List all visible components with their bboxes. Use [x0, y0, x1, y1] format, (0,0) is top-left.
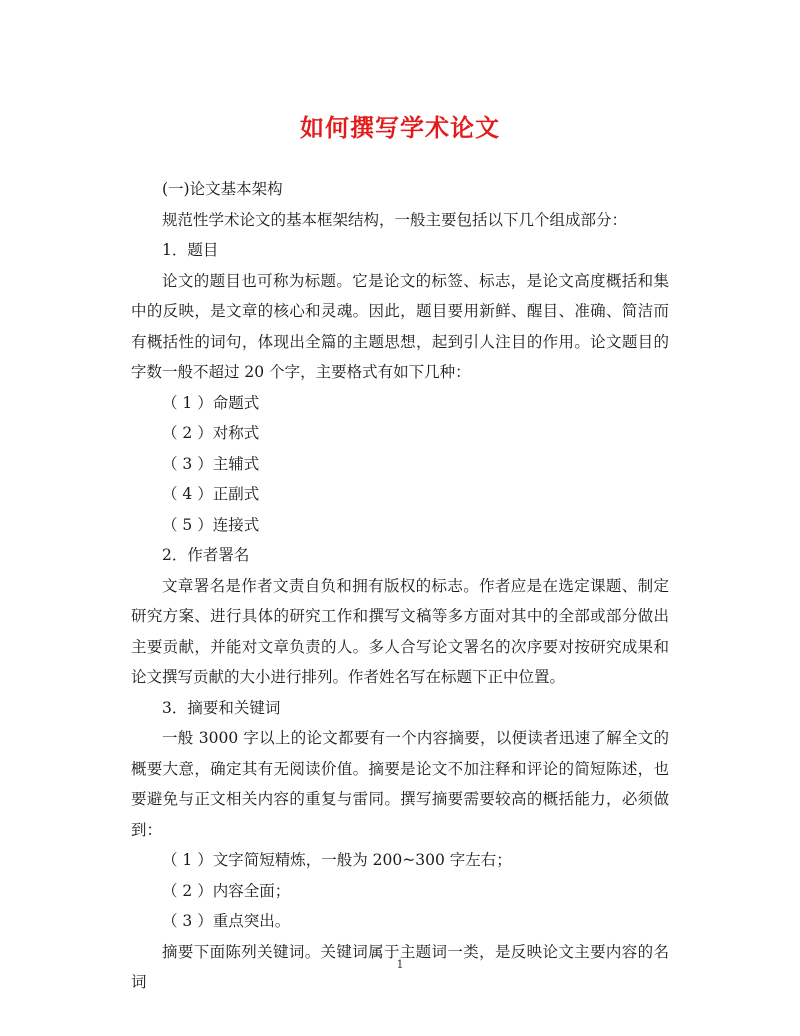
- body-paragraph: 一般 3000 字以上的论文都要有一个内容摘要，以便读者迅速了解全文的概要大意，确定其有无阅读价值。摘要是论文不加注释和评论的简短陈述，也要避免与正文相关内容的重复与雷同。撰写摘要需要较高的概括能力，必须做到：: [131, 729, 669, 839]
- list-item: （ 2 ）对称式: [162, 424, 260, 442]
- list-item: （ 5 ）连接式: [162, 515, 260, 534]
- body-paragraph: 论文的题目也可称为标题。它是论文的标签、标志，是论文高度概括和集中的反映，是文章的核心和灵魂。因此，题目要用新鲜、醒目、准确、简洁而有概括性的词句，体现出全篇的主题思想，起到引人注目的作用。论文题目的字数一般不超过 20 个字，主要格式有如下几种：: [131, 271, 669, 381]
- page-number: 1: [396, 958, 404, 971]
- subsection-heading-title: 1．题目: [162, 241, 219, 259]
- list-item: （ 1 ）文字简短精炼，一般为 200~300 字左右；: [162, 851, 512, 869]
- list-item: （ 4 ）正副式: [162, 485, 260, 503]
- body-paragraph: 规范性学术论文的基本框架结构，一般主要包括以下几个组成部分：: [162, 210, 628, 229]
- document-title: 如何撰写学术论文: [300, 113, 500, 142]
- subsection-heading-abstract: 3．摘要和关键词: [162, 698, 281, 717]
- list-item: （ 3 ）重点突出。: [162, 912, 291, 930]
- list-item: （ 2 ）内容全面；: [162, 881, 291, 900]
- subsection-heading-author: 2．作者署名: [162, 546, 250, 564]
- list-item: （ 3 ）主辅式: [162, 454, 260, 473]
- body-paragraph: 摘要下面陈列关键词。关键词属于主题词一类，是反映论文主要内容的名词: [131, 942, 669, 991]
- section-heading-framework: (一)论文基本架构: [162, 180, 283, 198]
- list-item: （ 1 ）命题式: [162, 393, 260, 412]
- document-body: [131, 174, 669, 998]
- body-paragraph: 文章署名是作者文责自负和拥有版权的标志。作者应是在选定课题、制定研究方案、进行具体的研究工作和撰写文稿等多方面对其中的全部或部分做出主要贡献，并能对文章负责的人。多人合写论文署名的次序要对按研究成果和论文撰写贡献的大小进行排列。作者姓名写在标题下正中位置。: [131, 576, 669, 686]
